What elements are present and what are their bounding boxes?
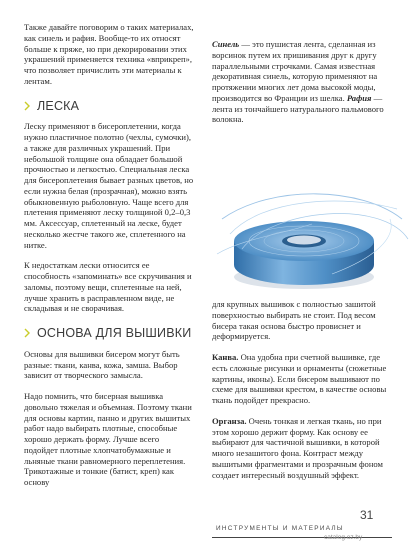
section-heading-osnova [24, 328, 194, 339]
rafia-term: Рафия [346, 92, 372, 103]
section-heading-leska [24, 98, 194, 113]
continued-paragraph: для крупных вышивок с полностью зашитой поверхностью выбирать не стоит. Под весом бисера такая основа быстро провиснет и деформируется. [212, 299, 376, 342]
section-heading-leska-label: ЛЕСКА [37, 98, 80, 113]
osnova-paragraph-1: Основы для вышивки бисером могут быть разные: ткани, канва, кожа, замша. Выбор зависит от творческого замысла. [24, 348, 180, 381]
organza-paragraph [212, 416, 390, 481]
leska-paragraph-1: Леску применяют в бисероплетении, когда нужно пластичное полотно (чехлы, сумочки), а также для различных украшений. При небольшой толщине она обладает большой прочностью и легкостью. Специальная леска для бисероплетения бывает разных цветов, но если нужна белая (прозрачная), можно взять обыкновенную рыболовную. Чаще всего для плетения применяют леску толщиной 0,2–0,3 мм. Аксессуар, сплетенный на леске, будет несколько жестче такого же, сплетенного на нитке. [24, 121, 194, 250]
chevron-icon [24, 328, 30, 338]
leska-paragraph-2: К недостаткам лески относится ее способность «запоминать» все скручивания и заломы, поэтому вещи, сплетенные на ней, лучше хранить в расправленном виде, не складывая и не сворачивая. [24, 260, 192, 314]
organza-term: Органза. [212, 415, 247, 426]
right-column-bottom [212, 299, 390, 480]
footer-rule [212, 537, 392, 538]
osnova-paragraph-2: Надо помнить, что бисерная вышивка довольно тяжелая и объемная. Поэтому ткани для основы картин, панно и других вышитых работ надо выбирать плотные, способные хорошо держать форму. Лучше всего подойдет плотные хлопчатобумажные и льняные ткани равномерного переплетения. Трикотажные и тонкие (батист, креп) как основу [24, 391, 192, 487]
sinel-rafia-paragraph [212, 39, 390, 125]
rafia-text: — лента из тончайшего натурального пальмового волокна. [212, 92, 384, 125]
sinel-text: — это пушистая лента, сделанная из ворсинок путем их пришивания друг к другу параллельными строчками. Самая известная декоративная синель, которую применяют на протяжении многих лет дома высокой моды, производится во Франции из шелка. [212, 39, 378, 103]
chevron-icon [24, 101, 30, 111]
intro-paragraph: Также давайте поговорим о таких материалах, как синель и рафия. Вообще-то их относят больше к пряже, но при декорировании этих украшений применяется техника «вприкреп», что позволяет причислить эти материалы к лентам. [24, 22, 194, 86]
left-column [24, 22, 194, 488]
section-heading-osnova-label: ОСНОВА ДЛЯ ВЫШИВКИ [37, 326, 192, 340]
kanva-term: Канва. [212, 352, 239, 362]
fishing-line-spool-photo [212, 179, 409, 297]
kanva-paragraph [212, 352, 390, 406]
organza-text: Очень тонкая и легкая ткань, но при этом хорошо держит форму. Как основу ее выбирают для частичной вышивки, в которой много незашитого фона. Контраст между вышитыми фрагментами и прозрачным фоном создает интересный воздушный эффект. [212, 415, 383, 480]
right-column-top [212, 39, 390, 125]
footer-section-label: ИНСТРУМЕНТЫ И МАТЕРИАЛЫ [216, 525, 344, 532]
kanva-text: Она удобна при счетной вышивке, где есть сложные рисунки и орнаменты (сюжетные картины, иконы). Если бисером вышивают по схеме для вышивки крестом, в качестве основы ткань подойдет прекрасно. [212, 352, 387, 405]
watermark: catalog.oz.by [324, 534, 363, 541]
sinel-term: Синель [212, 39, 240, 49]
page-number: 31 [360, 508, 374, 522]
